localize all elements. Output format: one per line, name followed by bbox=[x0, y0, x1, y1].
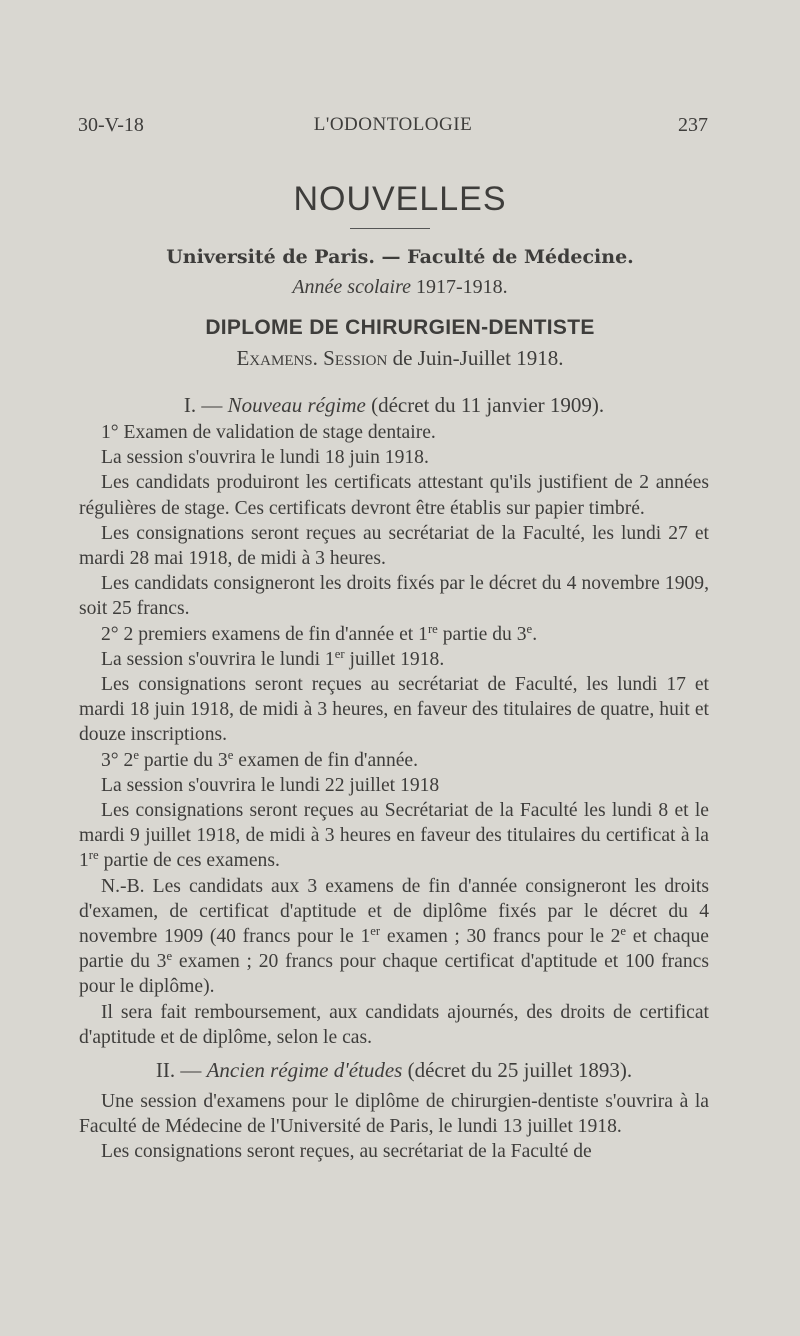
paragraph: Les candidats consigneront les droits fixés par le décret du 4 novembre 1909, soit 25 francs. bbox=[79, 573, 709, 620]
section-title: Ancien régime d'études bbox=[206, 1058, 403, 1083]
paragraph bbox=[79, 874, 709, 1000]
text-run: 2° 2 premiers examens de fin d'année et 1 bbox=[101, 623, 428, 645]
running-header bbox=[78, 114, 708, 144]
paragraph: Les consignations seront reçues, au secrétariat de la Faculté de bbox=[101, 1141, 592, 1163]
text-run: partie du 3 bbox=[138, 749, 228, 771]
session-dates: de Juin-Juillet 1918. bbox=[392, 346, 564, 370]
section-decree: (décret du 25 juillet 1893). bbox=[407, 1058, 633, 1083]
paragraph: Une session d'examens pour le diplôme de chirurgien-dentiste s'ouvrira à la Faculté de Médecine de l'Université de Paris, le lundi 13 juillet 1918. bbox=[79, 1091, 709, 1138]
paragraph: Les candidats produiront les certificats attestant qu'ils justifient de 2 années régulières de stage. Ces certificats devront être établis sur papier timbré. bbox=[79, 472, 709, 519]
superscript: e bbox=[133, 747, 139, 762]
superscript: e bbox=[166, 949, 173, 964]
superscript: re bbox=[88, 848, 99, 863]
exams-session-line bbox=[0, 346, 800, 371]
section-prefix: I. — bbox=[183, 393, 223, 417]
superscript: e bbox=[526, 621, 533, 636]
diploma-heading: DIPLOME DE CHIRURGIEN-DENTISTE bbox=[205, 316, 595, 339]
text-run: La session s'ouvrira le lundi 1 bbox=[101, 648, 335, 670]
paragraph: 1° Examen de validation de stage dentaire. bbox=[101, 422, 436, 443]
journal-name: L'ODONTOLOGIE bbox=[313, 114, 473, 135]
paragraph: Les consignations seront reçues au secrétariat de la Faculté, les lundi 27 et mardi 28 mai 1918, de midi à 3 heures. bbox=[79, 522, 709, 570]
section-heading-new-regime bbox=[79, 393, 709, 418]
university-line: Université de Paris. — Faculté de Médecine. bbox=[166, 246, 634, 268]
session-label: Session bbox=[323, 346, 388, 370]
text-run: 3° 2 bbox=[101, 749, 134, 771]
school-year-value: 1917-1918. bbox=[416, 276, 508, 298]
section-prefix: II. — bbox=[155, 1058, 202, 1083]
paragraph bbox=[79, 798, 709, 874]
paragraph: La session s'ouvrira le lundi 22 juillet 1918 bbox=[101, 774, 440, 796]
superscript: e bbox=[620, 924, 627, 939]
section-title: Nouveau régime bbox=[227, 393, 366, 417]
text-run: examen ; 20 francs pour chaque certificat d'aptitude et 100 francs pour le diplôme). bbox=[79, 951, 709, 998]
paragraph bbox=[79, 647, 709, 672]
superscript: re bbox=[427, 621, 438, 636]
superscript: e bbox=[227, 747, 234, 762]
school-year-label: Année scolaire bbox=[292, 276, 411, 298]
paragraph bbox=[79, 622, 709, 647]
text-run: partie de ces examens. bbox=[98, 850, 280, 872]
school-year-line bbox=[0, 276, 800, 299]
title-divider bbox=[350, 228, 430, 229]
superscript: er bbox=[334, 646, 345, 661]
superscript: er bbox=[370, 924, 381, 939]
text-run: partie du 3 bbox=[437, 623, 527, 645]
text-run: juillet 1918. bbox=[344, 648, 445, 670]
text-run: examen de fin d'année. bbox=[233, 749, 419, 771]
paragraph: La session s'ouvrira le lundi 18 juin 1918. bbox=[101, 447, 429, 469]
text-run: N.-B. Les candidats aux 3 examens de fin d'année consigneront les droits d'examen, de certificat d'aptitude et de diplôme fixés par le décret du 4 novembre 1909 (40 francs pour le 1 bbox=[79, 875, 709, 948]
paragraph bbox=[79, 748, 709, 773]
paragraph: Il sera fait remboursement, aux candidats ajournés, des droits de certificat d'aptitude et de diplôme, selon le cas. bbox=[79, 1001, 709, 1048]
exams-label: Examens. bbox=[236, 346, 318, 370]
page-title: NOUVELLES bbox=[293, 180, 507, 218]
text-run: et chaque partie du 3 bbox=[79, 926, 710, 973]
article-body bbox=[79, 393, 709, 1165]
text-run: . bbox=[532, 623, 538, 645]
page-number: 237 bbox=[678, 114, 708, 136]
section-decree: (décret du 11 janvier 1909). bbox=[371, 393, 605, 417]
text-run: examen ; 30 francs pour le 2 bbox=[380, 926, 621, 948]
paragraph: Les consignations seront reçues au secrétariat de Faculté, les lundi 17 et mardi 18 juin 1918, de midi à 3 heures, en faveur des titulaires de quatre, huit et douze inscriptions. bbox=[79, 674, 709, 746]
text-run: Les consignations seront reçues au Secrétariat de la Faculté les lundi 8 et le mardi 9 juillet 1918, de midi à 3 heures en faveur des titulaires du certificat à la 1 bbox=[79, 800, 709, 872]
section-heading-old-regime bbox=[79, 1058, 709, 1083]
issue-date: 30-V-18 bbox=[78, 114, 144, 136]
